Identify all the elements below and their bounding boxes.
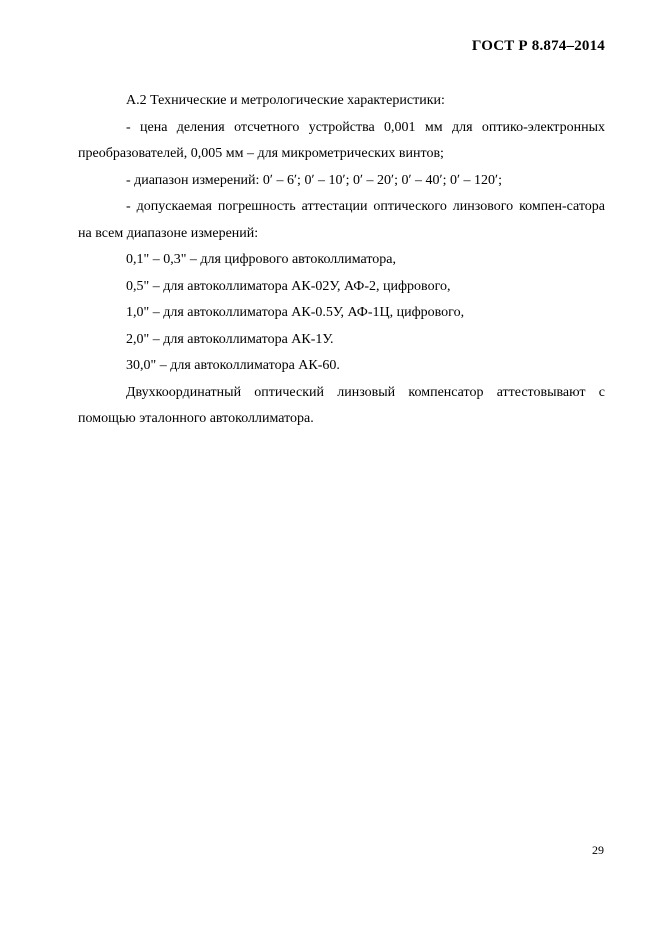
error-value-line: 0,1" – 0,3" – для цифрового автоколлиматора, (126, 252, 396, 267)
division-value-item: - цена деления отсчетного устройства 0,001 мм для оптико-электронных преобразователей, 0,005 мм – для микрометрических винтов; (78, 119, 605, 161)
closing-paragraph: Двухкоординатный оптический линзовый компенсатор аттестовывают с помощью эталонного автоколлиматора. (78, 384, 605, 426)
document-code-header: ГОСТ Р 8.874–2014 (471, 38, 605, 54)
document-body (78, 88, 605, 433)
error-value-line: 1,0" – для автоколлиматора АК-0.5У, АФ-1Ц, цифрового, (126, 305, 465, 320)
permissible-error-item: - допускаемая погрешность аттестации оптического линзового компен-сатора на всем диапазоне измерений: (78, 199, 605, 241)
error-value-line: 0,5" – для автоколлиматора АК-02У, АФ-2, цифрового, (126, 278, 451, 294)
page-number: 29 (592, 843, 604, 857)
error-value-line: 30,0" – для автоколлиматора АК-60. (126, 358, 340, 373)
section-heading: А.2 Технические и метрологические характеристики: (126, 93, 445, 108)
error-value-line: 2,0" – для автоколлиматора АК-1У. (126, 331, 334, 347)
measurement-range-item: - диапазон измерений: 0ʹ – 6ʹ; 0ʹ – 10ʹ; 0ʹ – 20ʹ; 0ʹ – 40ʹ; 0ʹ – 120ʹ; (126, 172, 503, 188)
